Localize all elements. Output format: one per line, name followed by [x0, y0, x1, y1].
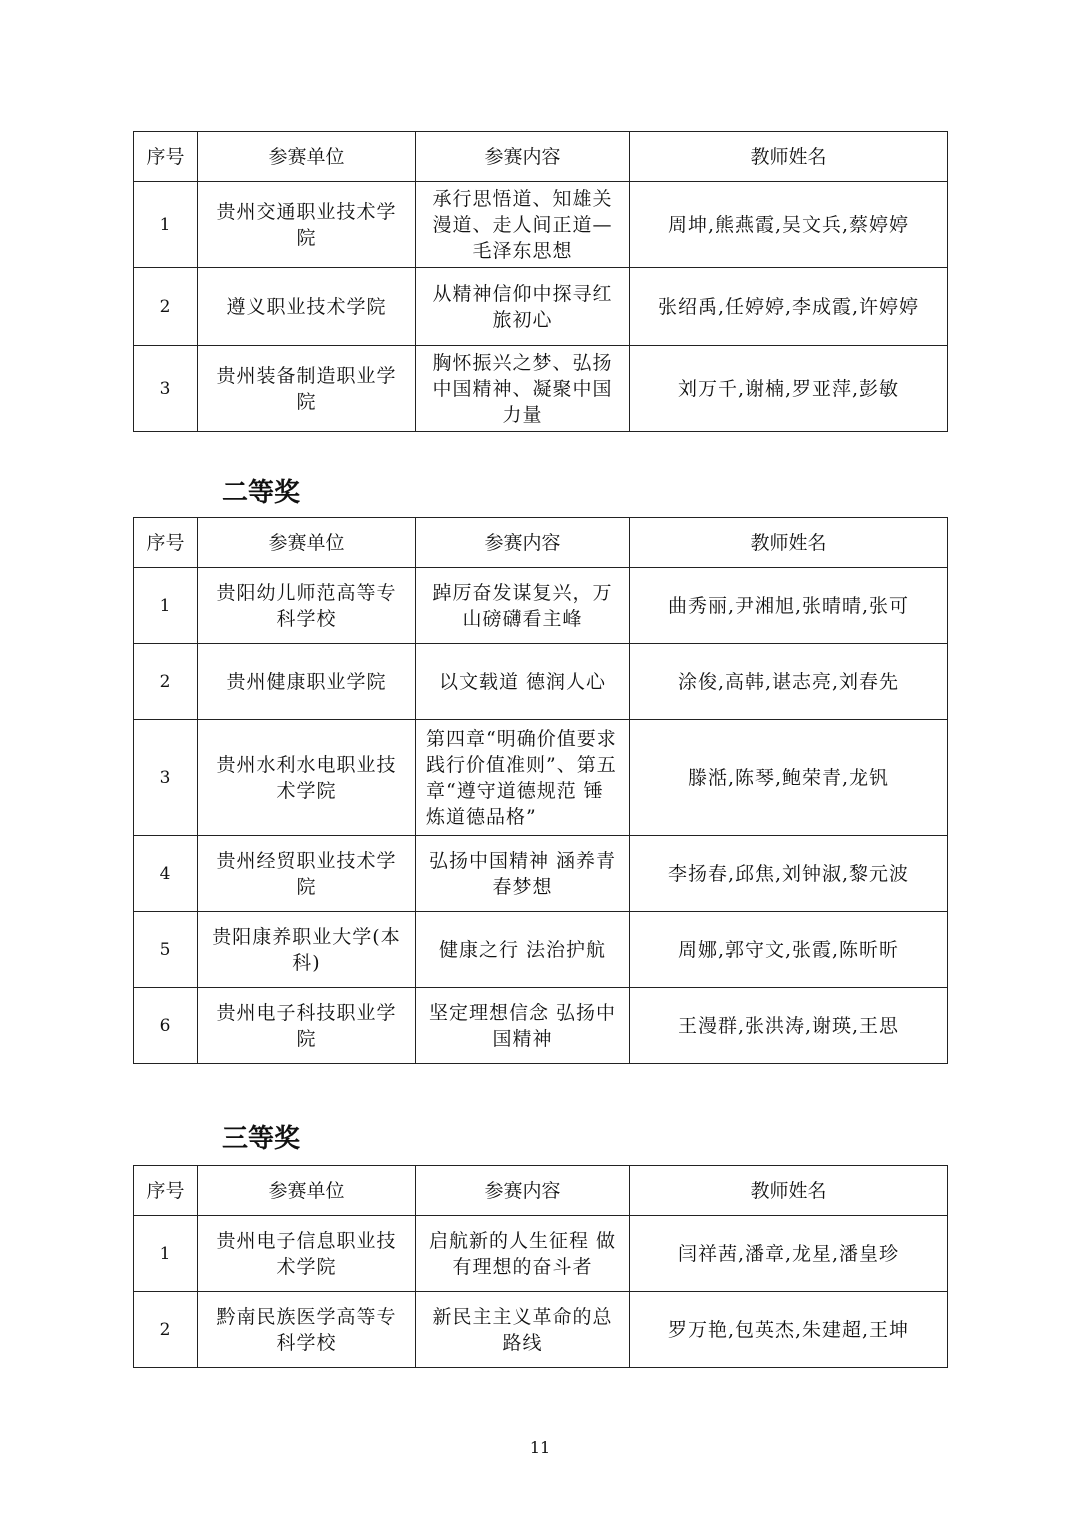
cell-number: 2: [134, 1292, 198, 1368]
cell-unit: 贵州电子科技职业学院: [198, 988, 416, 1064]
cell-content: 弘扬中国精神 涵养青春梦想: [416, 836, 630, 912]
cell-content: 以文载道 德润人心: [416, 644, 630, 720]
header-content: 参赛内容: [416, 132, 630, 182]
cell-teachers: 刘万千,谢楠,罗亚萍,彭敏: [630, 346, 948, 432]
header-teachers: 教师姓名: [630, 132, 948, 182]
section-heading-third-prize: 三等奖: [222, 1124, 301, 1154]
cell-content: 启航新的人生征程 做有理想的奋斗者: [416, 1216, 630, 1292]
cell-unit: 贵州健康职业学院: [198, 644, 416, 720]
page-number: 11: [529, 1438, 551, 1457]
header-teachers: 教师姓名: [630, 1166, 948, 1216]
header-number: 序号: [134, 132, 198, 182]
cell-content: 坚定理想信念 弘扬中国精神: [416, 988, 630, 1064]
cell-content: 新民主主义革命的总路线: [416, 1292, 630, 1368]
table-row: [134, 912, 948, 988]
cell-content: 健康之行 法治护航: [416, 912, 630, 988]
header-content: 参赛内容: [416, 1166, 630, 1216]
cell-unit: 贵州交通职业技术学院: [198, 182, 416, 268]
cell-content: 第四章“明确价值要求 践行价值准则”、第五章“遵守道德规范 锤炼道德品格”: [416, 720, 630, 836]
header-unit: 参赛单位: [198, 1166, 416, 1216]
cell-unit: 贵州装备制造职业学院: [198, 346, 416, 432]
award-table-2: [133, 517, 948, 1064]
cell-unit: 贵州电子信息职业技术学院: [198, 1216, 416, 1292]
cell-number: 5: [134, 912, 198, 988]
cell-number: 6: [134, 988, 198, 1064]
table-header-row: [134, 518, 948, 568]
cell-number: 1: [134, 1216, 198, 1292]
header-teachers: 教师姓名: [630, 518, 948, 568]
award-table-1: [133, 131, 948, 432]
cell-number: 3: [134, 720, 198, 836]
table-row: [134, 346, 948, 432]
cell-unit: 遵义职业技术学院: [198, 268, 416, 346]
cell-content: 从精神信仰中探寻红旅初心: [416, 268, 630, 346]
cell-unit: 黔南民族医学高等专科学校: [198, 1292, 416, 1368]
cell-teachers: 周娜,郭守文,张霞,陈昕昕: [630, 912, 948, 988]
cell-number: 2: [134, 268, 198, 346]
table-row: [134, 568, 948, 644]
cell-unit: 贵州水利水电职业技术学院: [198, 720, 416, 836]
table-row: [134, 988, 948, 1064]
cell-number: 3: [134, 346, 198, 432]
cell-teachers: 王漫群,张洪涛,谢瑛,王思: [630, 988, 948, 1064]
cell-number: 1: [134, 568, 198, 644]
table-row: [134, 268, 948, 346]
cell-unit: 贵阳康养职业大学(本科): [198, 912, 416, 988]
cell-teachers: 滕湉,陈琴,鲍荣青,龙钒: [630, 720, 948, 836]
table-header-row: [134, 132, 948, 182]
cell-teachers: 李扬春,邱焦,刘钟淑,黎元波: [630, 836, 948, 912]
table-row: [134, 836, 948, 912]
header-number: 序号: [134, 518, 198, 568]
cell-number: 4: [134, 836, 198, 912]
cell-number: 1: [134, 182, 198, 268]
cell-teachers: 周坤,熊燕霞,吴文兵,蔡婷婷: [630, 182, 948, 268]
table-header-row: [134, 1166, 948, 1216]
cell-teachers: 曲秀丽,尹湘旭,张晴晴,张可: [630, 568, 948, 644]
header-unit: 参赛单位: [198, 518, 416, 568]
section-heading-second-prize: 二等奖: [222, 478, 301, 508]
table-row: [134, 720, 948, 836]
table-row: [134, 644, 948, 720]
header-number: 序号: [134, 1166, 198, 1216]
cell-teachers: 涂俊,高韩,谌志亮,刘春先: [630, 644, 948, 720]
cell-unit: 贵州经贸职业技术学院: [198, 836, 416, 912]
cell-content: 踔厉奋发谋复兴，万山磅礴看主峰: [416, 568, 630, 644]
header-content: 参赛内容: [416, 518, 630, 568]
table-row: [134, 182, 948, 268]
cell-content: 承行思悟道、知雄关漫道、走人间正道—毛泽东思想: [416, 182, 630, 268]
cell-content: 胸怀振兴之梦、弘扬中国精神、凝聚中国力量: [416, 346, 630, 432]
cell-unit: 贵阳幼儿师范高等专科学校: [198, 568, 416, 644]
cell-teachers: 张绍禹,任婷婷,李成霞,许婷婷: [630, 268, 948, 346]
cell-number: 2: [134, 644, 198, 720]
header-unit: 参赛单位: [198, 132, 416, 182]
cell-teachers: 闫祥茜,潘章,龙星,潘皇珍: [630, 1216, 948, 1292]
table-row: [134, 1292, 948, 1368]
cell-teachers: 罗万艳,包英杰,朱建超,王坤: [630, 1292, 948, 1368]
award-table-3: [133, 1165, 948, 1368]
table-row: [134, 1216, 948, 1292]
